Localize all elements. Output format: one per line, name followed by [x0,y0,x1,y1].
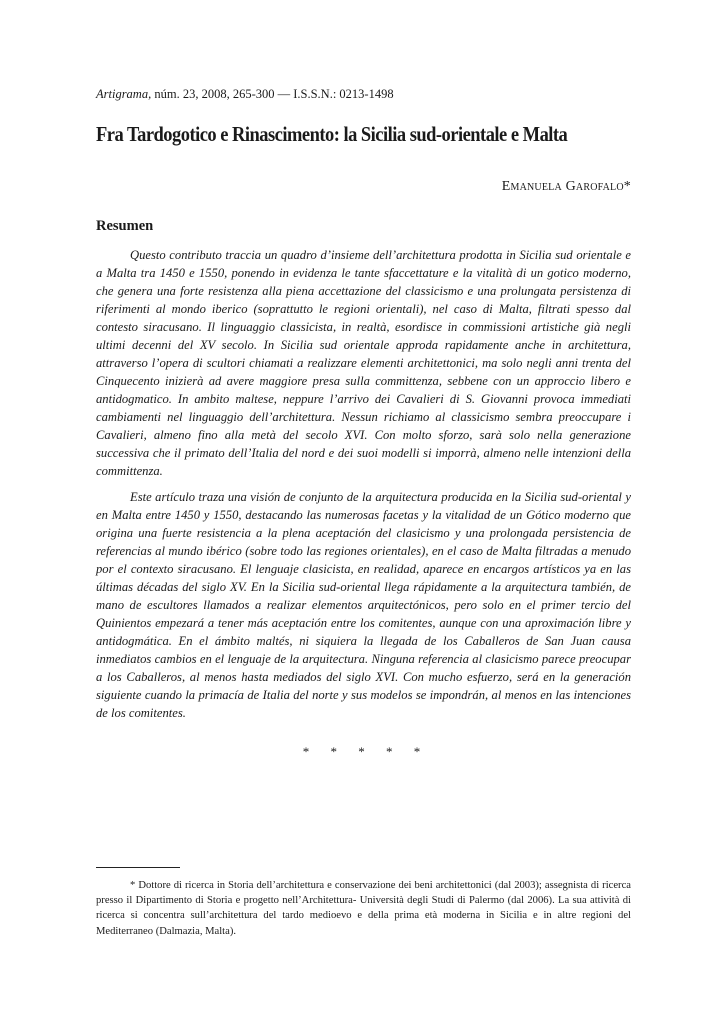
abstract-italian: Questo contributo traccia un quadro d’insieme dell’architettura prodotta in Sicilia sud orientale e a Malta tra 1450 e 1550, ponendo in evidenza le tante sfaccettature e la vitalità di un gotico moderno, che genera una forte resistenza alla piena accettazione del classicismo e una prolungata persistenza di riferimenti al mondo iberico (soprattutto le regioni orientali), nel caso di Malta, filtrati spesso dal contesto siracusano. Il linguaggio classicista, in realtà, esordisce in commissioni artistiche già negli ultimi decenni del XV secolo. In Sicilia sud orientale approda rapidamente anche in architettura, attraverso l’opera di scultori chiamati a realizzare elementi architettonici, ma solo negli anni trenta del Cinquecento inizierà ad avere maggiore presa sulla committenza, sebbene con un approccio libero e antidogmatico. In ambito maltese, neppure l’arrivo dei Cavalieri di S. Giovanni provoca immediati cambiamenti nel linguaggio dell’architettura. Nessun richiamo al classicismo sembra preoccupare i Cavalieri, almeno fino alla metà del secolo XVI. Con molto sforzo, sarà solo nella generazione successiva che il primato dell’Italia del nord e dei suoi modelli si imporrà, almeno nelle intenzioni della committenza. [96,248,631,478]
journal-issue-info: núm. 23, 2008, 265-300 — I.S.S.N.: 0213-1498 [151,87,394,101]
section-separator: * * * * * [302,744,425,759]
footnote-divider [96,867,180,868]
journal-name: Artigrama, [96,87,152,101]
article-title: Fra Tardogotico e Rinascimento: la Sicilia sud-orientale e Malta [96,122,568,146]
author-footnote: * Dottore di ricerca in Storia dell’architettura e conservazione dei beni architettonici (dal 2003); assegnista di ricerca presso il Dipartimento di Storia e progetto nell’Architettura- Università degli Studi di Palermo (dal 2006). La sua attività di ricerca si concentra sull’architettura del tardo medioevo e della prima età moderna in Sicilia e in altre regioni del Mediterraneo (Dalmazia, Malta). [96,880,631,937]
journal-citation [96,86,631,102]
abstract-spanish: Este artículo traza una visión de conjunto de la arquitectura producida en la Sicilia sud-oriental y en Malta entre 1450 y 1550, destacando las numerosas facetas y la vitalidad de un Gótico moderno que origina una fuerte resistencia a la plena aceptación del clasicismo y una prolongada persistencia de referencias al mundo ibérico (sobre todo las regiones orientales), en el caso de Malta filtradas a menudo por el contexto siracusano. El lenguaje clasicista, en realidad, aparece en encargos artísticos ya en las últimas décadas del siglo XV. En la Sicilia sud-oriental llega rápidamente a la arquitectura también, de mano de escultores llamados a realizar elementos arquitectónicos, pero solo en el primer tercio del Quinientos empezará a tener más aceptación entre los comitentes, aunque con una aproximación libre y antidogmática. En el ámbito maltés, ni siquiera la llegada de los Caballeros de San Juan causa inmediatos cambios en el lenguaje de la arquitectura. Ninguna referencia al clasicismo parece preocupar a los Caballeros, al menos hasta mediados del siglo XVI. Con mucho esfuerzo, será en la generación siguiente cuando la primacía de Italia del norte y sus modelos se impondrán, al menos en las intenciones de los comitentes. [96,490,631,720]
abstract-heading: Resumen [96,218,154,234]
article-author: Emanuela Garofalo* [501,179,631,194]
